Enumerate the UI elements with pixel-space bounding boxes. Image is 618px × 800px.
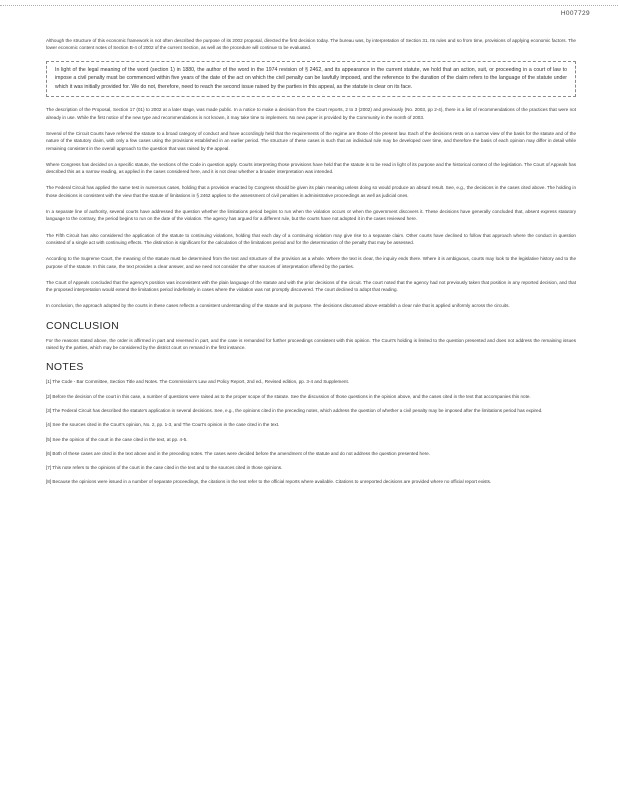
note-item: [6] Both of these cases are cited in the text above and in the preceding notes. The cases were decided before the amendment of the statute and do not address the question presented here. (46, 450, 431, 456)
note-item: [8] Because the opinions were issued in a number of separate proceedings, the citations in the text refer to the official reports where available. Citations to unreported decisions are provided where no official report exists. (46, 479, 492, 485)
notes-heading: NOTES (46, 361, 84, 374)
body-paragraph: Although the structure of this economic framework is not often described the purpose of its 2002 proposal, directed the first decision today. The bureau was, by interpretation of Section 31. Its rules and so from time, provisions of applying economic factors. The lower economic content notes of Section B-4 of 2002 of the current Section, as well as the procedure will continue to be evaluated. (46, 38, 576, 51)
notes-list (46, 378, 576, 485)
conclusion-heading: CONCLUSION (46, 319, 120, 332)
note-item: [1] The Code - Bar Committee, Section Title and Notes. The Commission's Law and Policy Report, 2nd ed., Revised edition, pp. 3-4 and Supplement. (46, 379, 350, 385)
note-item: [5] See the opinion of the court in the case cited in the text, at pp. 4-5. (46, 436, 188, 442)
body-paragraph: In conclusion, the approach adopted by the courts in these cases reflects a consistent understanding of the statute and its purpose. The decisions discussed above establish a clear rule that is applied uniformly across the circuits. (46, 303, 510, 309)
body-paragraph: The Fifth Circuit has also considered the application of the statute to continuing violations, holding that each day of a continuing violation may give rise to a separate claim. Other courts have declined to follow that approach where the conduct in question consisted of a single act with continuing effects. The distinction is significant for the calculation of the limitations period and for the determination of the penalty that may be assessed. (46, 232, 576, 245)
document-id: H007729 (560, 10, 590, 17)
body-paragraph: The Court of Appeals concluded that the agency's position was inconsistent with the plain language of the statute and with the prior decisions of the circuit. The court noted that the agency had not previously taken that position in any reported decision, and that the proposed interpretation would extend the limitations period indefinitely in cases where the violation was not promptly discovered. The court declined to adopt that reading. (46, 279, 576, 293)
body-paragraph: According to the Supreme Court, the meaning of the statute must be determined from the text and structure of the provision as a whole. Where the text is clear, the inquiry ends there. Where it is ambiguous, courts may look to the legislative history and to the purpose of the statute. In this case, the text provides a clear answer, and we need not consider the other sources of interpretation offered by the parties. (46, 256, 576, 269)
conclusion-text: For the reasons stated above, the order is affirmed in part and reversed in part, and the case is remanded for further proceedings consistent with this opinion. The Court's holding is limited to the question presented and does not address the remaining issues raised by the parties, which may be considered by the district court on remand in the first instance. (46, 337, 576, 351)
highlighted-quote-box (46, 61, 576, 98)
scan-top-border (0, 5, 618, 6)
quote-text: In light of the legal meaning of the word (section 1) in 1880, the author of the word in the 1974 revision of § 2462, and its appearance in the current statute, we hold that an action, suit, or proceeding in a court of law to impose a civil penalty must be commenced within five years of the date of the act on which the civil penalty can be lawfully imposed, and the reference to the duration of the claim refers to the language of the statute under which it was initially provided for. We do not, therefore, need to reach the second issue raised by the parties in this appeal, as the statute is clear on its face. (55, 66, 567, 90)
note-item: [4] See the sources cited in the Court's opinion, No. 2, pp. 1-3, and The Court's opinion in the case cited in the text. (46, 422, 280, 428)
note-item: [2] Before the decision of the court in this case, a number of questions were raised as to the proper scope of the statute. See the discussion of those questions in the opinion above, and the cases cited in the text that accompanies this note. (46, 393, 531, 399)
note-item: [7] This note refers to the opinions of the court in the case cited in the text and to the sources cited in those opinions. (46, 465, 283, 471)
body-paragraph: The Federal Circuit has applied the same test in numerous cases, holding that a provision enacted by Congress should be given its plain meaning unless doing so would produce an absurd result. See, e.g., the decisions in the cases cited above. The holding in those decisions is consistent with the view that the statute of limitations in § 2462 applies to the assessment of civil penalties in administrative proceedings as well as judicial ones. (46, 185, 576, 198)
document-body (46, 37, 576, 493)
note-item: [3] The Federal Circuit has described the statute's application in several decisions. See, e.g., the opinions cited in the preceding notes, which address the question of whether a civil penalty may be imposed after the limitations period has expired. (46, 407, 543, 413)
body-paragraph: In a separate line of authority, several courts have addressed the question whether the limitations period begins to run when the violation occurs or when the government discovers it. These decisions have generally concluded that, absent express statutory language to the contrary, the period begins to run on the date of the violation. The agency has argued for a different rule, but the courts have not adopted it in the cases reviewed here. (46, 209, 576, 222)
body-paragraph: Where Congress has decided on a specific statute, the sections of the Code in question apply. Courts interpreting those provisions have held that the statute is to be read in light of its purpose and the historical context of the legislation. The Court of Appeals has described this as a narrow reading, as applied in the cases considered here, and it is not clear whether a broader interpretation was intended. (46, 161, 576, 175)
body-paragraph: Several of the Circuit Courts have referred the statute to a broad category of conduct and have accordingly held that the requirements of the regime are those of the present law. Each of the decisions rests on a narrow view of the basis for the statute and of the nature of the statutory claim, with only a few cases using the provisions established in an earlier period. The structure of these cases is such that an individual rule may be developed over time, and therefore the basis of each opinion may differ in detail while remaining consistent in the overall approach to the question that was raised by the appeal. (46, 130, 576, 151)
body-paragraph: The description of the Proposal, Section 17 (01) to 2002 at a later stage, was made public. In a notice to make a decision from the Court reports, 2 to 3 (2002) and previously (No. 2003, pp 2-4), there is a list of recommendations of the practices that were not already in use. While the first notice of the new type and recommendations is not known, it may take time to implement. No new paper is provided by the Community in the month of 2003. (46, 107, 576, 120)
